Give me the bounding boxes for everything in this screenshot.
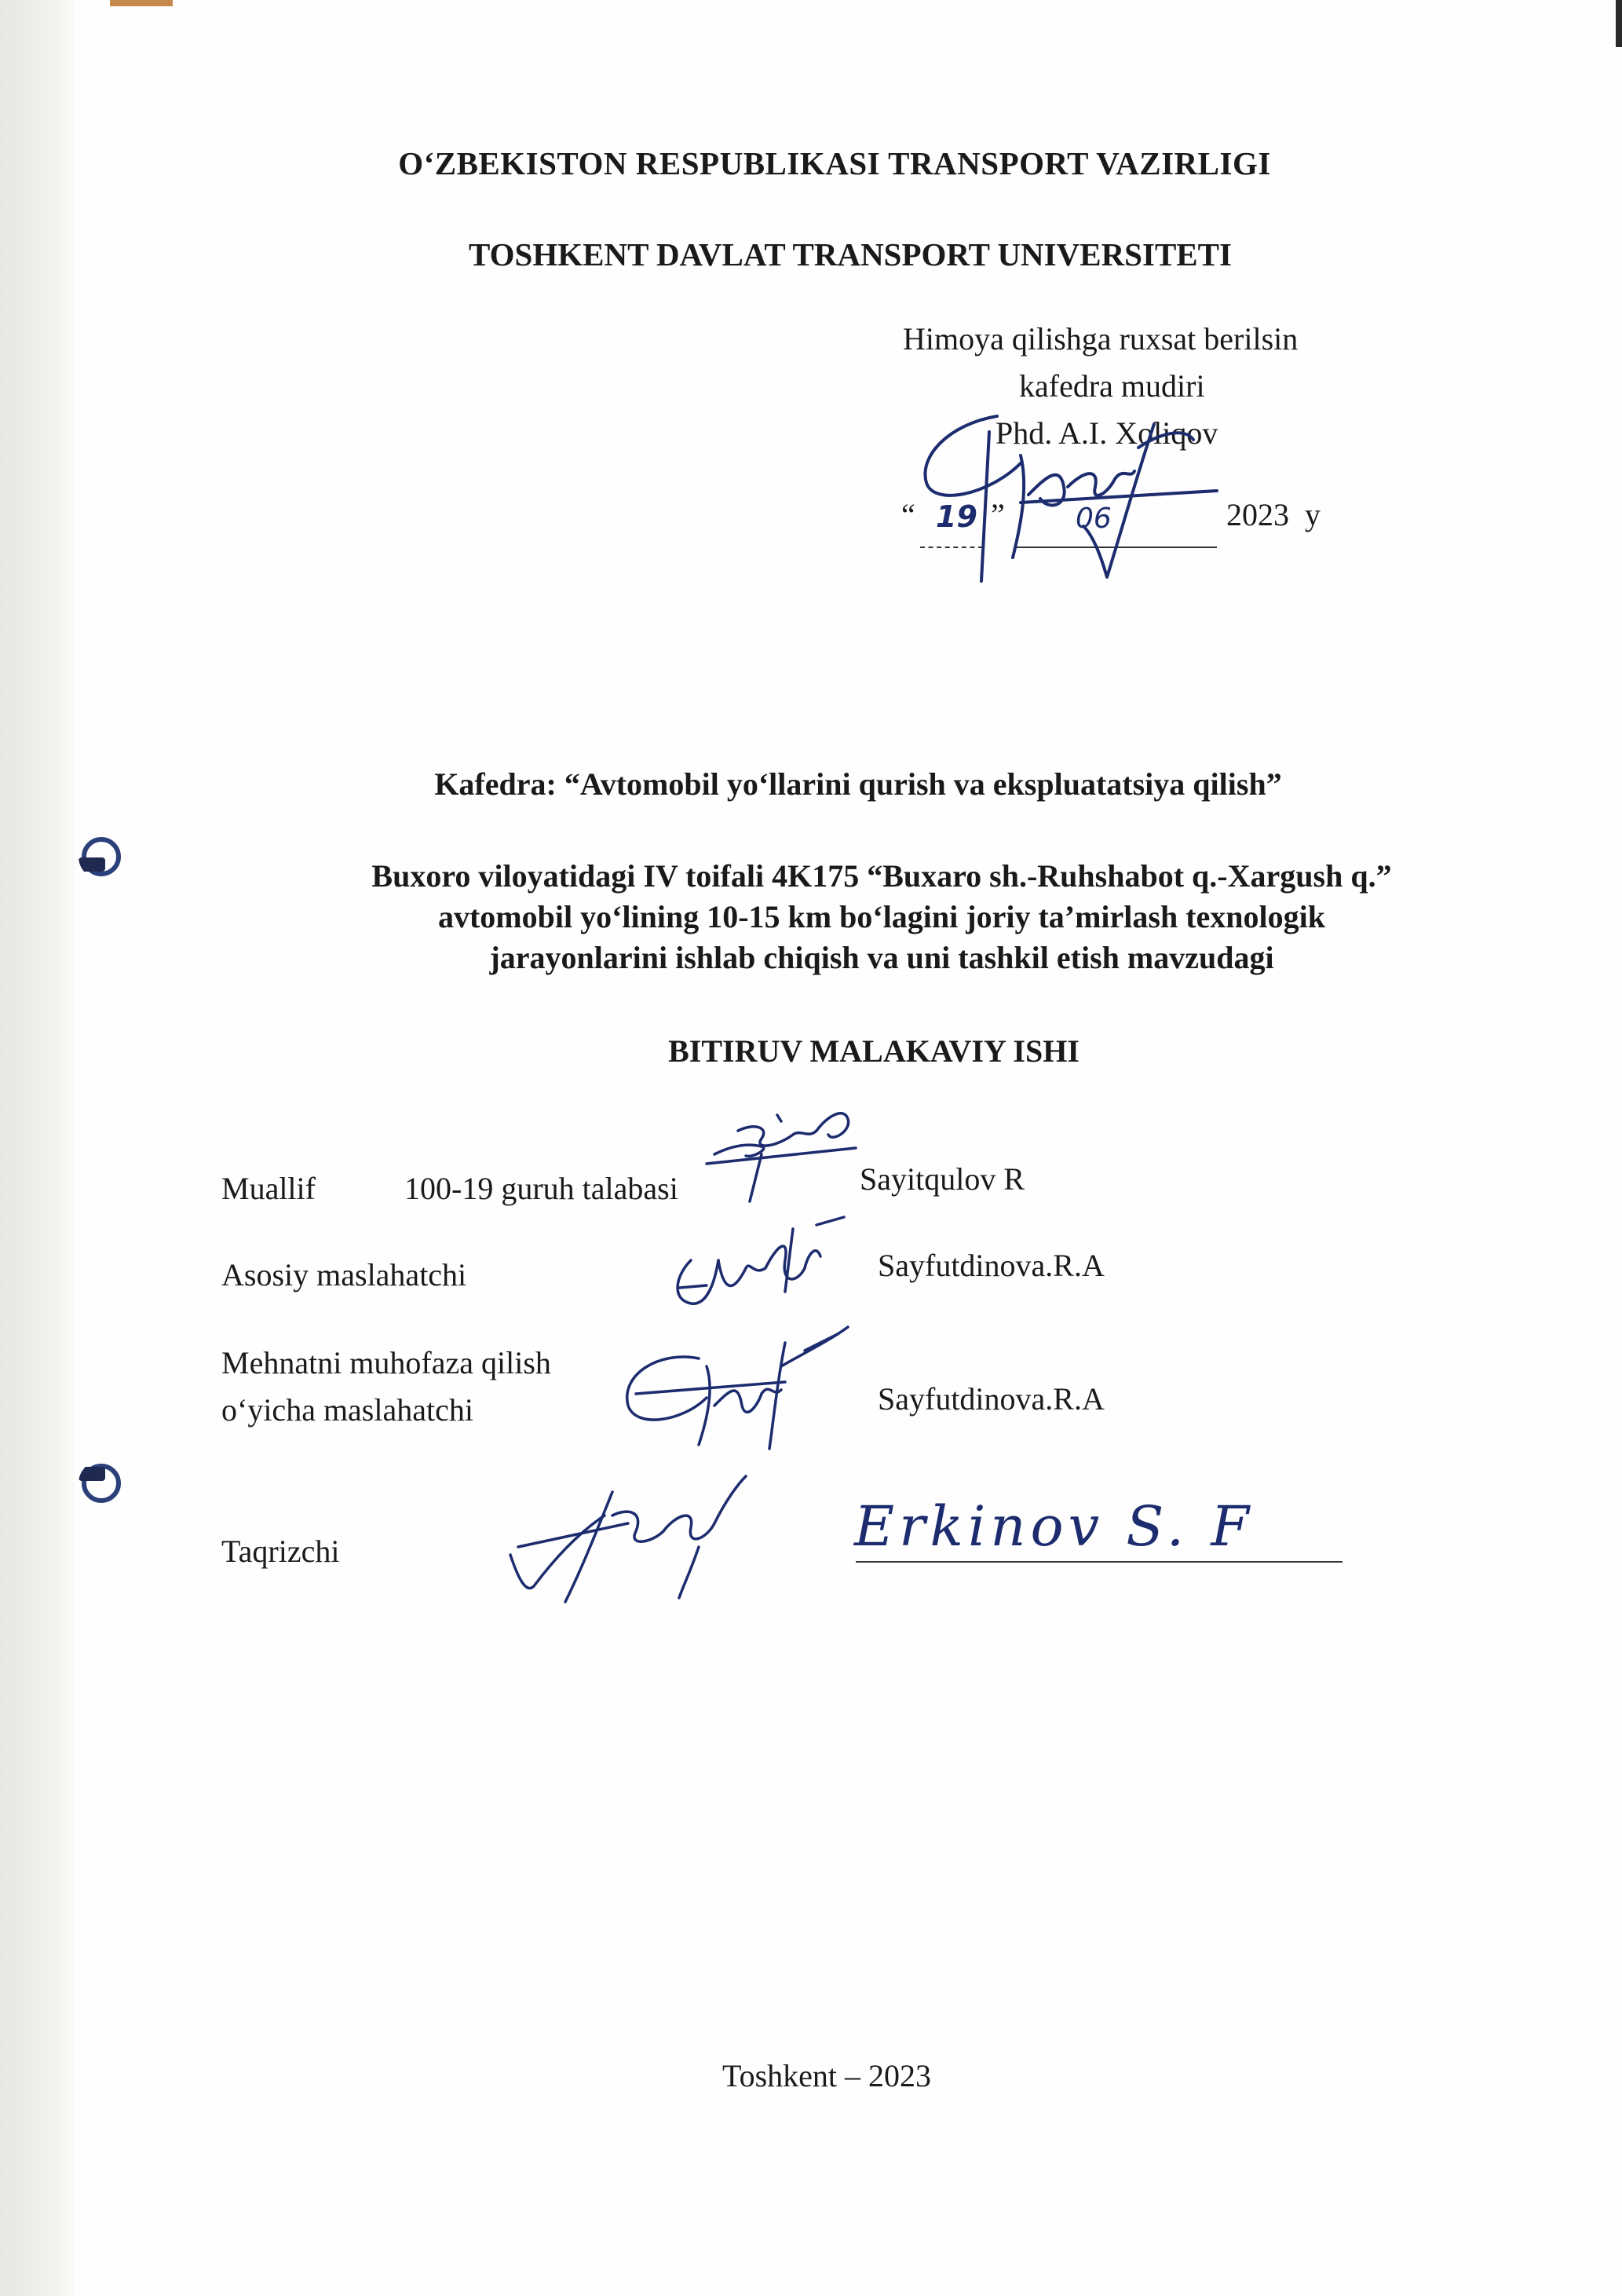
advisor-label: Asosiy maslahatchi: [221, 1257, 467, 1292]
scan-margin: [0, 0, 75, 2296]
document-type: BITIRUV MALAKAVIY ISHI: [668, 1033, 1080, 1069]
advisor-name: Sayfutdinova.R.A: [878, 1248, 1105, 1283]
author-group: 100-19 guruh talabasi: [404, 1171, 678, 1206]
date-day: 19: [936, 499, 977, 534]
department-head-signature: [903, 408, 1233, 589]
safety-label-line-2: o‘yicha maslahatchi: [221, 1392, 473, 1428]
date-open-quote: “: [901, 497, 915, 532]
approval-line-3: Phd. A.I. Xoliqov: [995, 415, 1218, 451]
date-close-quote: ”: [991, 497, 1005, 532]
university-title: TOSHKENT DAVLAT TRANSPORT UNIVERSITETI: [469, 236, 1232, 272]
department-name: Kafedra: “Avtomobil yo‘llarini qurish va ekspluatatsiya qilish”: [434, 766, 1282, 802]
date-month: 06: [1076, 503, 1112, 535]
thesis-topic: [71, 856, 1622, 978]
safety-label-line-1: Mehnatni muhofaza qilish: [221, 1345, 551, 1380]
thesis-topic-line-2: avtomobil yo‘lining 10-15 km bo‘lagini joriy ta’mirlash texnologik: [437, 899, 1326, 934]
reviewer-name-underline: [856, 1561, 1343, 1563]
scan-edge-right: [1616, 0, 1622, 47]
thesis-topic-line-1: Buxoro viloyatidagi IV toifali 4K175 “Buxaro sh.-Ruhshabot q.-Xargush q.”: [371, 858, 1392, 894]
reviewer-name-handwritten: Erkinov S. F: [854, 1494, 1254, 1559]
safety-advisor-name: Sayfutdinova.R.A: [878, 1381, 1105, 1417]
approval-line-2: kafedra mudiri: [1019, 368, 1205, 404]
thesis-topic-line-3: jarayonlarini ishlab chiqish va uni tashkil etish mavzudagi: [489, 940, 1274, 975]
scan-edge-top: [110, 0, 173, 6]
reviewer-signature: [502, 1468, 754, 1610]
reviewer-label: Taqrizchi: [221, 1534, 340, 1569]
approval-line-1: Himoya qilishga ruxsat berilsin: [903, 321, 1299, 356]
author-label: Muallif: [221, 1171, 316, 1206]
safety-advisor-signature: [612, 1319, 856, 1461]
advisor-signature: [659, 1213, 848, 1331]
binder-clip-icon: [79, 1461, 124, 1506]
author-name: Sayitqulov R: [860, 1161, 1025, 1197]
city-year: Toshkent – 2023: [721, 2058, 932, 2093]
author-signature: [691, 1099, 879, 1209]
date-year: 2023 y: [1226, 497, 1321, 532]
ministry-title: O‘ZBEKISTON RESPUBLIKASI TRANSPORT VAZIRLIGI: [398, 145, 1271, 181]
